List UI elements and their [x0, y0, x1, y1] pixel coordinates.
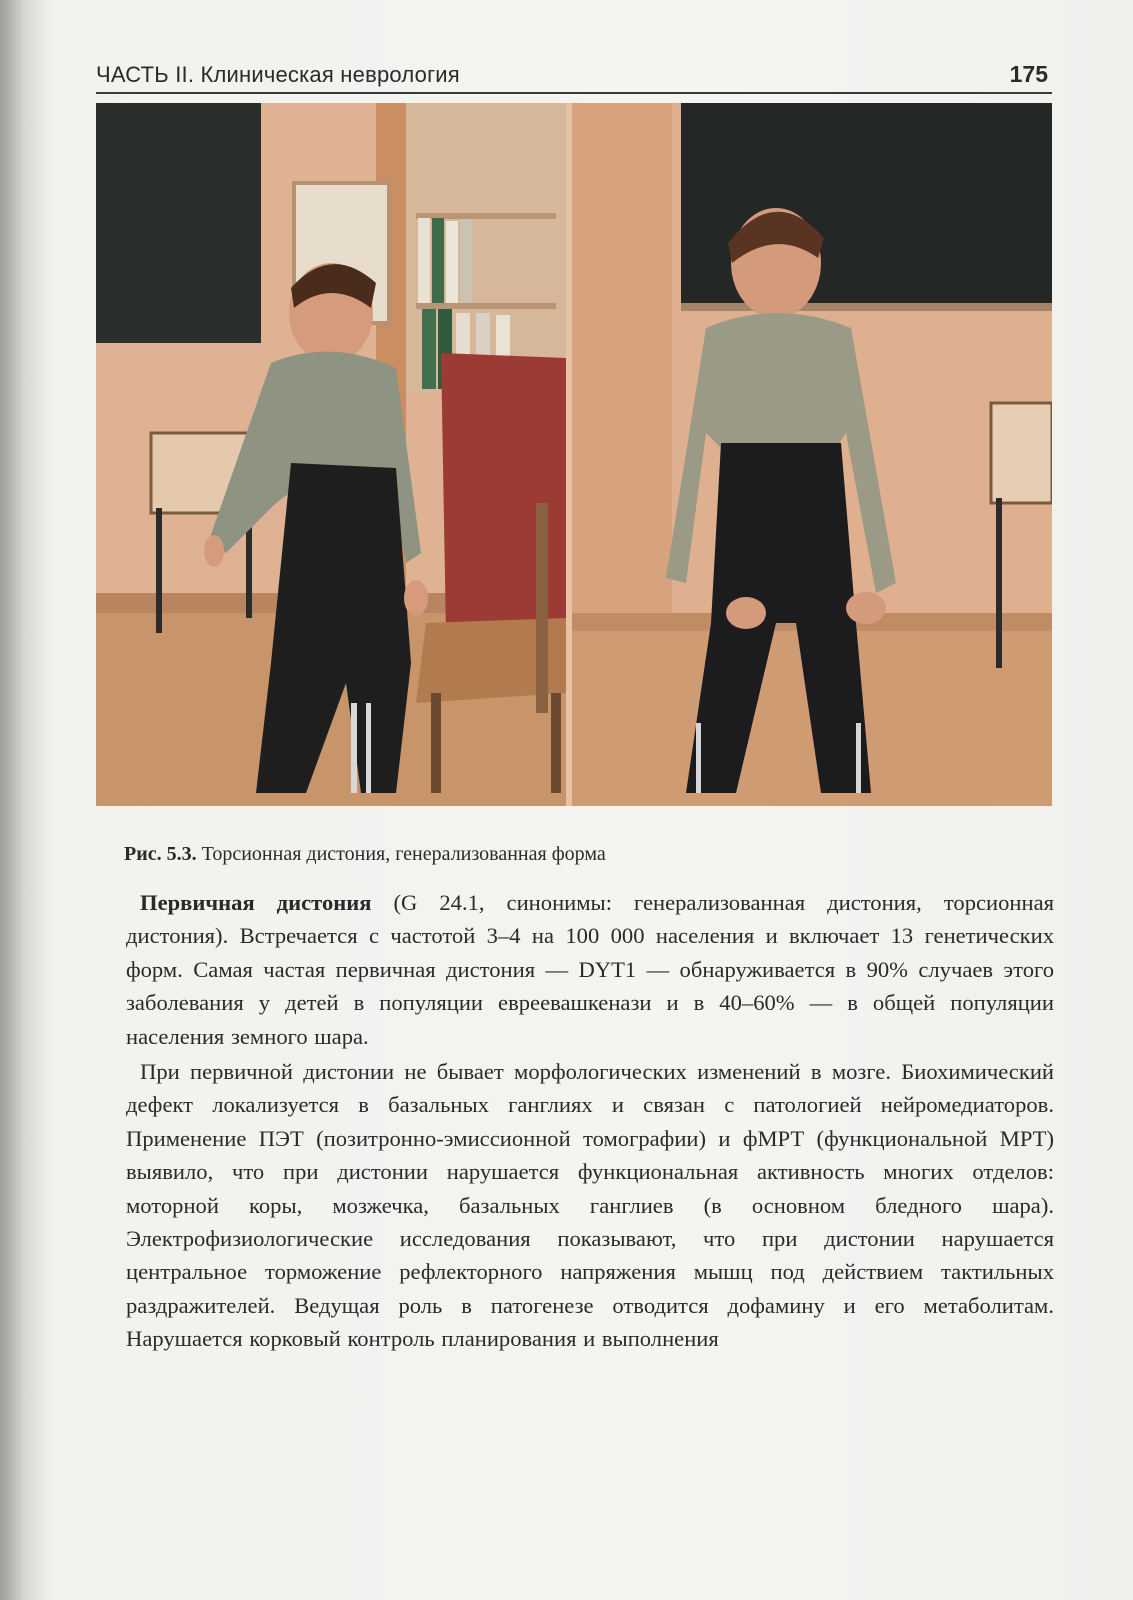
figure-photo: [96, 103, 1052, 806]
blackboard-left: [96, 103, 261, 343]
paragraph-1-body: (G 24.1, синонимы: генерализованная дистония, торсионная дистония). Встречается с частотой 3–4 на 100 000 населения и включает 13 генетических форм. Самая частая первичная дистония — DYT1 — обнаруживается в 90% случаев этого заболевания у детей в популяции евреевашкенази и в 40–60% — в общей популяции населения земного шара.: [126, 890, 1055, 1049]
paragraph-1: [126, 886, 1054, 1053]
paragraph-1-term: Первичная дистония: [140, 890, 372, 915]
body-text: [126, 886, 1054, 1356]
caption-label: Рис. 5.3.: [124, 843, 197, 865]
book-spine-shadow: [0, 0, 22, 1600]
paragraph-2: При первичной дистонии не бывает морфологических изменений в мозге. Биохимический дефект локализуется в базальных ганглиях и связан с патологией нейромедиаторов. Применение ПЭТ (позитронно-эмиссионной томографии) и фМРТ (функциональной МРТ) выявило, что при дистонии нарушается функциональная активность многих отделов: моторной коры, мозжечка, базальных ганглиев (в основном бледного шара). Электрофизиологические исследования показывают, что при дистонии нарушается центральное торможение рефлекторного напряжения мышц под действием тактильных раздражителей. Ведущая роль в патогенезе отводится дофамину и его метаболитам. Нарушается корковый контроль планирования и выполнения: [126, 1059, 1054, 1352]
photo-right-panel: [572, 103, 1052, 806]
caption-text: Торсионная дистония, генерализованная форма: [201, 843, 606, 865]
header-part-title: ЧАСТЬ II. Клиническая неврология: [96, 62, 460, 87]
photo-illustration: [96, 103, 1052, 806]
page-number: 175: [1009, 61, 1048, 87]
figure-caption: [124, 843, 1064, 866]
running-header: [96, 58, 1052, 94]
photo-left-panel: [96, 103, 568, 806]
